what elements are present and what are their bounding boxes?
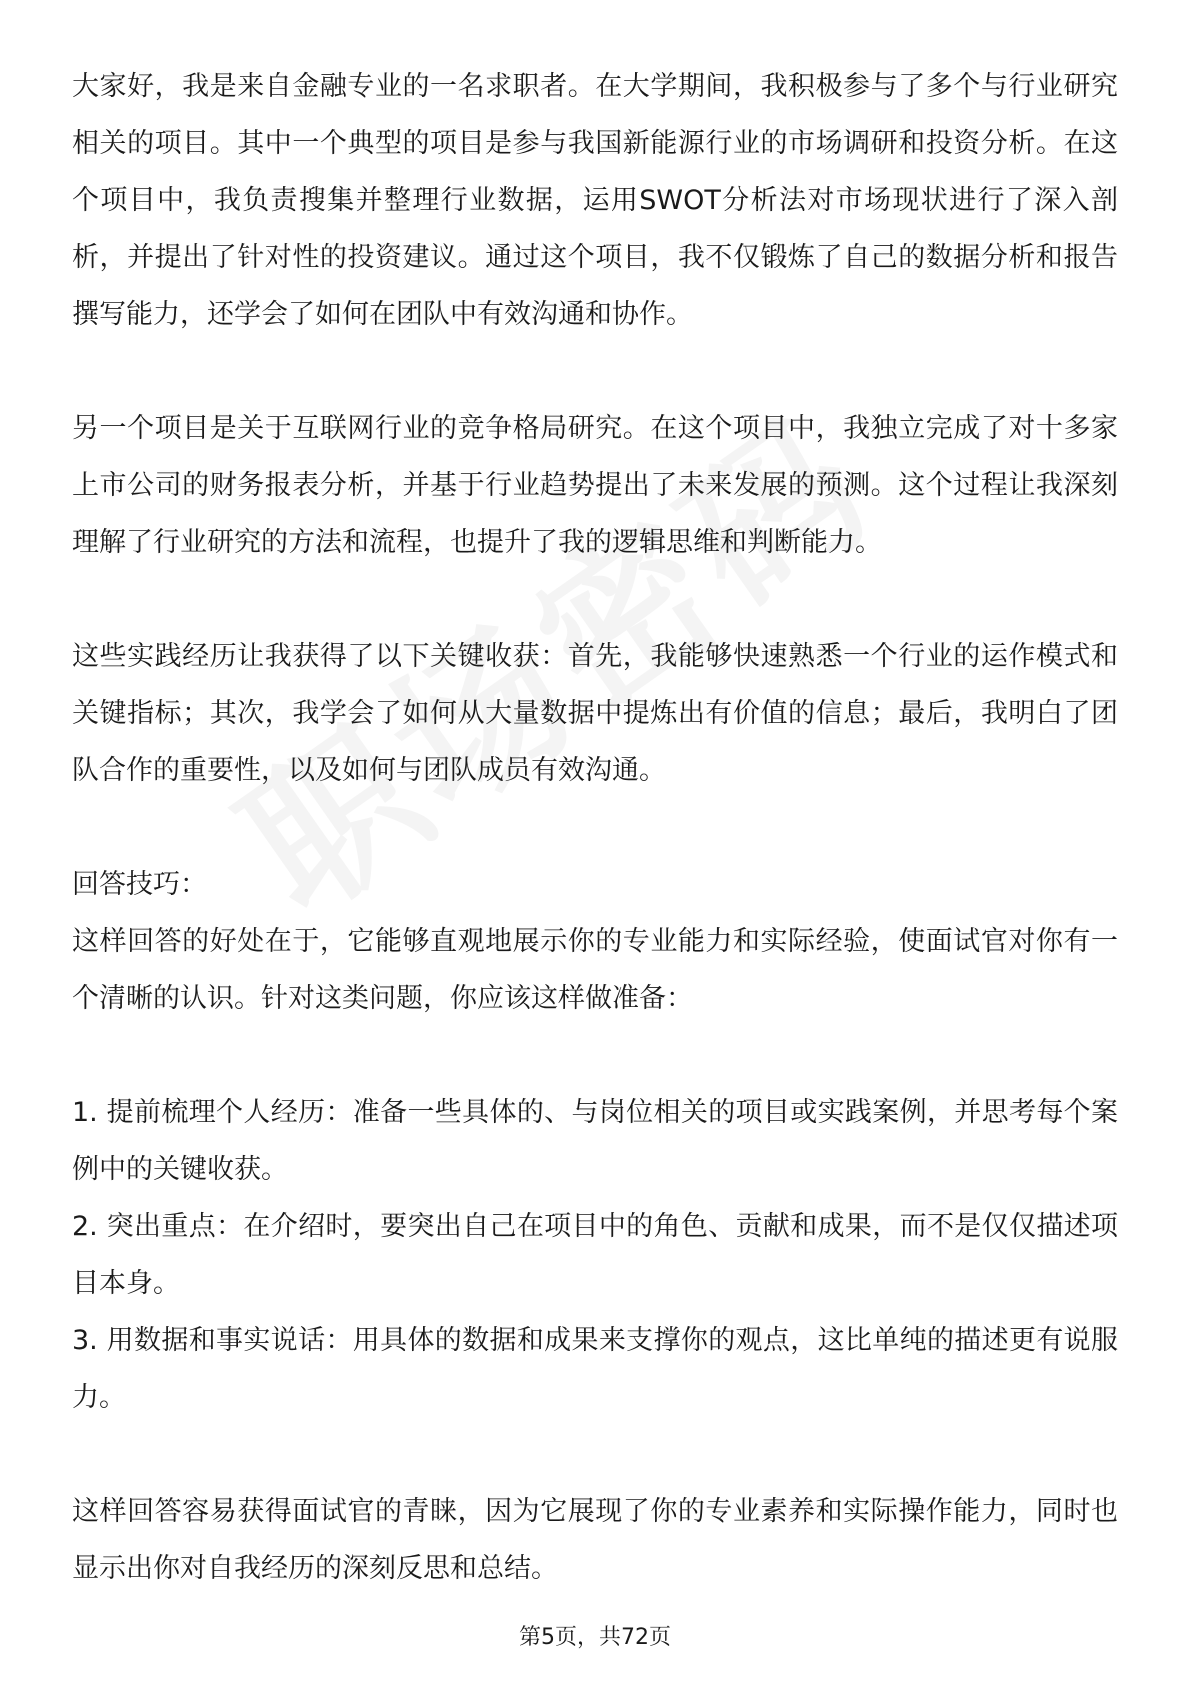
paragraph-spacer — [72, 799, 1118, 856]
paragraph-key-takeaways: 这些实践经历让我获得了以下关键收获：首先，我能够快速熟悉一个行业的运作模式和关键指标；其次，我学会了如何从大量数据中提炼出有价值的信息；最后，我明白了团队合作的重要性，以及如何与团队成员有效沟通。 — [72, 641, 1118, 786]
paragraph-spacer — [72, 343, 1118, 400]
paragraph-project-one: 大家好，我是来自金融专业的一名求职者。在大学期间，我积极参与了多个与行业研究相关的项目。其中一个典型的项目是参与我国新能源行业的市场调研和投资分析。在这个项目中，我负责搜集并整理行业数据，运用SWOT分析法对市场现状进行了深入剖析，并提出了针对性的投资建议。通过这个项目，我不仅锻炼了自己的数据分析和报告撰写能力，还学会了如何在团队中有效沟通和协作。 — [72, 71, 1118, 330]
page-number: 第5页，共72页 — [519, 1625, 671, 1650]
paragraph-project-two: 另一个项目是关于互联网行业的竞争格局研究。在这个项目中，我独立完成了对十多家上市公司的财务报表分析，并基于行业趋势提出了未来发展的预测。这个过程让我深刻理解了行业研究的方法和流程，也提升了我的逻辑思维和判断能力。 — [72, 413, 1118, 558]
tips-item: 2. 突出重点：在介绍时，要突出自己在项目中的角色、贡献和成果，而不是仅仅描述项目本身。 — [72, 1211, 1118, 1299]
tips-heading: 回答技巧： — [72, 869, 207, 900]
tips-conclusion: 这样回答容易获得面试官的青睐，因为它展现了你的专业素养和实际操作能力，同时也显示出你对自我经历的深刻反思和总结。 — [72, 1496, 1118, 1584]
paragraph-spacer — [72, 1027, 1118, 1084]
document-body — [72, 58, 1118, 1597]
tips-intro: 这样回答的好处在于，它能够直观地展示你的专业能力和实际经验，使面试官对你有一个清晰的认识。针对这类问题，你应该这样做准备： — [72, 926, 1118, 1014]
tips-item: 1. 提前梳理个人经历：准备一些具体的、与岗位相关的项目或实践案例，并思考每个案例中的关键收获。 — [72, 1097, 1118, 1185]
tips-item: 3. 用数据和事实说话：用具体的数据和成果来支撑你的观点，这比单纯的描述更有说服力。 — [72, 1325, 1118, 1413]
paragraph-spacer — [72, 1426, 1118, 1483]
paragraph-spacer — [72, 571, 1118, 628]
